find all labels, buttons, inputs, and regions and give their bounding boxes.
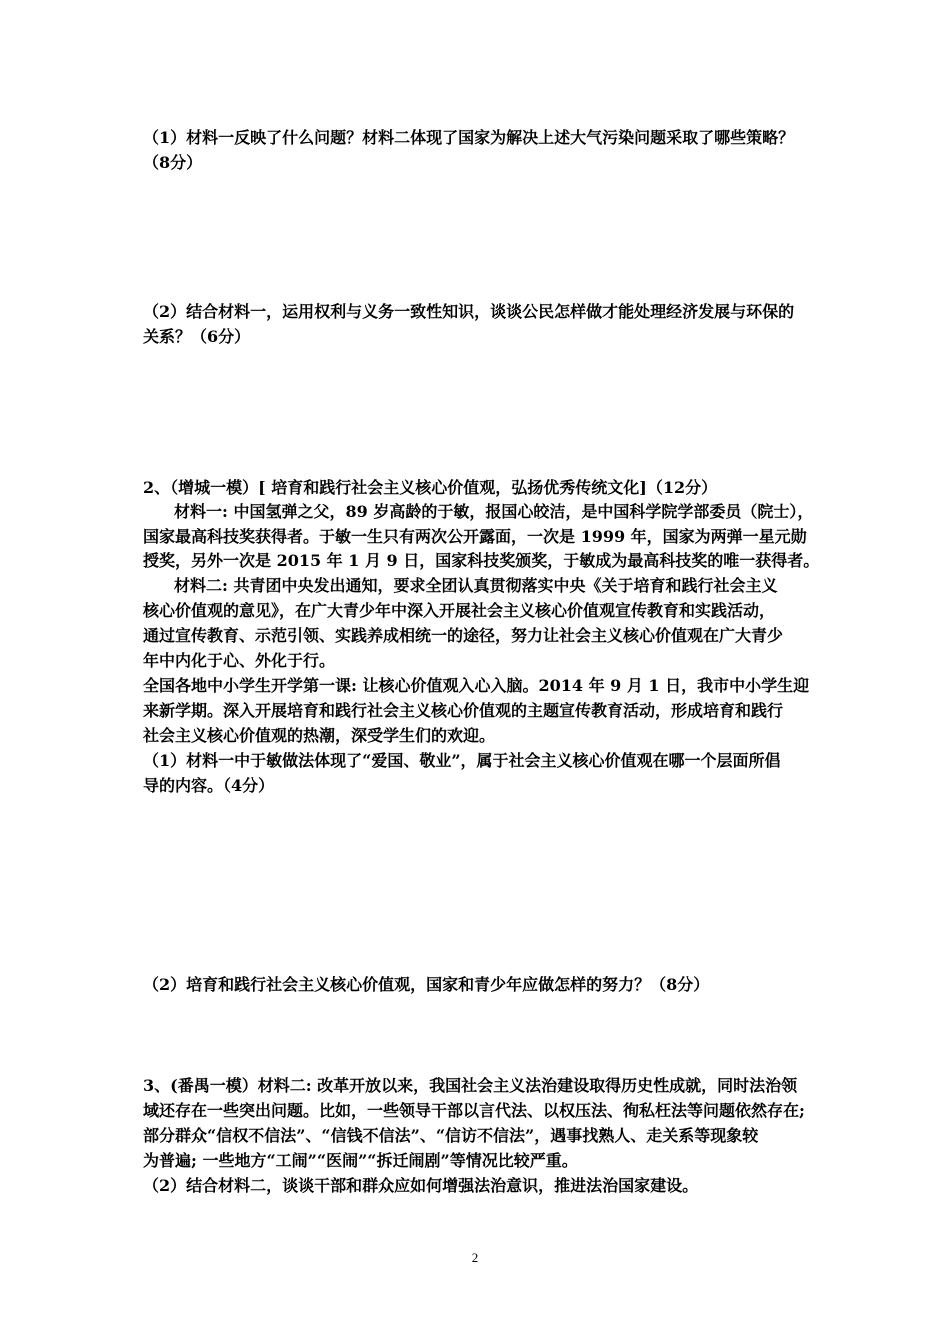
q3-sub2-line1: （2）结合材料二，谈谈干部和群众应如何增强法治意识，推进法治国家建设。 bbox=[143, 1176, 699, 1195]
q2-material2-line3: 通过宣传教育、示范引领、实践养成相统一的途径，努力让社会主义核心价值观在广大青少 bbox=[143, 626, 784, 645]
q1-sub1-line2: （8分） bbox=[143, 153, 203, 172]
q2-material1-line1: 材料一: 中国氢弹之父，89 岁高龄的于敏，报国心皎洁，是中国科学院学部委员（院士）， bbox=[174, 502, 814, 521]
q2-material1-line3: 授奖，另外一次是 2015 年 1 月 9 日，国家科技奖颁奖，于敏成为最高科技奖的唯一获得者。 bbox=[143, 551, 820, 570]
q3-line2: 域还存在一些突出问题。比如，一些领导干部以言代法、以权压法、徇私枉法等问题依然存在; bbox=[143, 1101, 805, 1120]
page-number: 2 bbox=[471, 1250, 479, 1265]
q2-material2-line4: 年中内化于心、外化于行。 bbox=[143, 651, 336, 670]
q2-sub1-line1: （1）材料一中于敏做法体现了“爱国、敬业”，属于社会主义核心价值观在哪一个层面所倡 bbox=[143, 751, 781, 770]
q1-sub1-line1: （1）材料一反映了什么问题？材料二体现了国家为解决上述大气污染问题采取了哪些策略？ bbox=[143, 128, 795, 147]
q3-line3: 部分群众“信权不信法”、“信钱不信法”、“信访不信法”，遇事找熟人、走关系等现象较 bbox=[143, 1126, 759, 1145]
q2-material2-line7: 社会主义核心价值观的热潮，深受学生们的欢迎。 bbox=[143, 726, 496, 745]
q2-material2-line2: 核心价值观的意见》，在广大青少年中深入开展社会主义核心价值观宣传教育和实践活动， bbox=[143, 601, 776, 620]
q2-material2-line6: 来新学期。深入开展培育和践行社会主义核心价值观的主题宣传教育活动，形成培育和践行 bbox=[143, 701, 784, 720]
q2-sub2-line1: （2）培育和践行社会主义核心价值观，国家和青少年应做怎样的努力？（8分） bbox=[143, 975, 710, 994]
q2-material1-line2: 国家最高科技奖获得者。于敏一生只有两次公开露面，一次是 1999 年，国家为两弹一星元勋 bbox=[143, 527, 807, 546]
q2-heading: 2、（增城一模）[ 培育和践行社会主义核心价值观，弘扬优秀传统文化]（12分） bbox=[143, 478, 718, 497]
q3-line1: 3、(番禺一模）材料二: 改革开放以来，我国社会主义法治建设取得历史性成就，同时法治领 bbox=[143, 1076, 798, 1095]
q2-sub1-line2: 导的内容。（4分） bbox=[143, 776, 275, 795]
q3-line4: 为普遍; 一些地方“工闹”“医闹”“拆迁闹剧”等情况比较严重。 bbox=[143, 1151, 578, 1170]
q1-sub2-line2: 关系？（6分） bbox=[143, 327, 251, 346]
q2-material2-line5: 全国各地中小学生开学第一课: 让核心价值观入心入脑。2014 年 9 月 1 日，我市中小学生迎 bbox=[143, 676, 810, 695]
q1-sub2-line1: （2）结合材料一，运用权利与义务一致性知识，谈谈公民怎样做才能处理经济发展与环保的 bbox=[143, 302, 795, 321]
q2-material2-line1: 材料二: 共青团中央发出通知，要求全团认真贯彻落实中央《关于培育和践行社会主义 bbox=[174, 576, 778, 595]
